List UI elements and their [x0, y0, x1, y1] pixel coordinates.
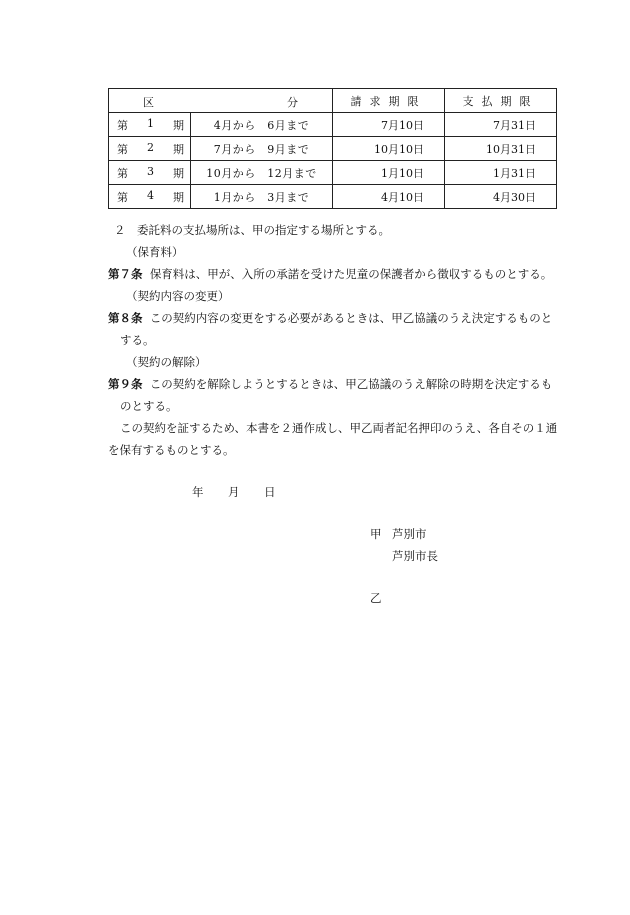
term-suffix: 期: [173, 190, 184, 204]
payment-schedule-table: [108, 88, 557, 209]
article8-body-line1: この契約内容の変更をする必要があるときは、甲乙協議のうえ決定するものと: [149, 311, 553, 325]
closing-line1: この契約を証するため、本書を２通作成し、甲乙両者記名押印のうえ、各自その１通: [120, 421, 558, 435]
range-cell: 7月から 9月まで: [191, 137, 333, 161]
pay-date-cell: 7月31日: [445, 113, 557, 137]
range-cell: 10月から 12月まで: [191, 161, 333, 185]
term-number: 2: [147, 140, 154, 154]
bill-date-cell: 10月10日: [333, 137, 445, 161]
term-cell: [109, 185, 191, 209]
term-suffix: 期: [173, 118, 184, 132]
article8-heading: 第８条: [108, 311, 143, 325]
date-month: 月: [228, 485, 240, 499]
term-number: 4: [147, 188, 154, 202]
term-suffix: 期: [173, 142, 184, 156]
payment-place-paragraph: ２ 委託料の支払場所は、甲の指定する場所とする。: [114, 223, 390, 237]
party-otsu-label: 乙: [370, 591, 382, 605]
term-suffix: 期: [173, 166, 184, 180]
article8-body-line2: する。: [120, 333, 155, 347]
header-bill-deadline: 請求期限: [333, 89, 445, 113]
term-number: 3: [147, 164, 154, 178]
article7-paragraph: [108, 266, 552, 282]
party-ko-label: 甲: [370, 527, 382, 541]
header-pay-deadline: 支払期限: [445, 89, 557, 113]
article7-body: 保育料は、甲が、入所の承諾を受けた児童の保護者から徴収するものとする。: [149, 267, 553, 281]
pay-date-cell: 1月31日: [445, 161, 557, 185]
article7-heading: 第７条: [108, 267, 143, 281]
term-prefix: 第: [117, 142, 128, 156]
term-cell: [109, 137, 191, 161]
term-prefix: 第: [117, 166, 128, 180]
header-kubun-right: 分: [287, 96, 298, 109]
term-prefix: 第: [117, 118, 128, 132]
bill-date-cell: 7月10日: [333, 113, 445, 137]
article8-paragraph: [108, 310, 552, 326]
article8-caption: （契約内容の変更）: [126, 289, 230, 303]
table-row: [109, 185, 557, 209]
date-year: 年: [192, 485, 204, 499]
article7-caption: （保育料）: [126, 245, 184, 259]
range-cell: 1月から 3月まで: [191, 185, 333, 209]
table-header-row: [109, 89, 557, 113]
table-row: [109, 161, 557, 185]
header-kubun-cell: [109, 89, 333, 113]
term-cell: [109, 113, 191, 137]
party-ko-title: 芦別市長: [392, 549, 438, 563]
term-number: 1: [147, 116, 154, 130]
range-cell: 4月から 6月まで: [191, 113, 333, 137]
table-row: [109, 113, 557, 137]
article9-caption: （契約の解除）: [126, 355, 207, 369]
closing-line2: を保有するものとする。: [108, 443, 235, 457]
term-cell: [109, 161, 191, 185]
header-kubun-left: 区: [143, 96, 154, 109]
article9-heading: 第９条: [108, 377, 143, 391]
table-row: [109, 137, 557, 161]
article9-body-line2: のとする。: [120, 399, 178, 413]
date-day: 日: [264, 485, 276, 499]
party-ko-name: 芦別市: [392, 527, 427, 541]
term-prefix: 第: [117, 190, 128, 204]
pay-date-cell: 4月30日: [445, 185, 557, 209]
bill-date-cell: 4月10日: [333, 185, 445, 209]
article9-body-line1: この契約を解除しようとするときは、甲乙協議のうえ解除の時期を決定するも: [149, 377, 553, 391]
article9-paragraph: [108, 376, 552, 392]
pay-date-cell: 10月31日: [445, 137, 557, 161]
bill-date-cell: 1月10日: [333, 161, 445, 185]
